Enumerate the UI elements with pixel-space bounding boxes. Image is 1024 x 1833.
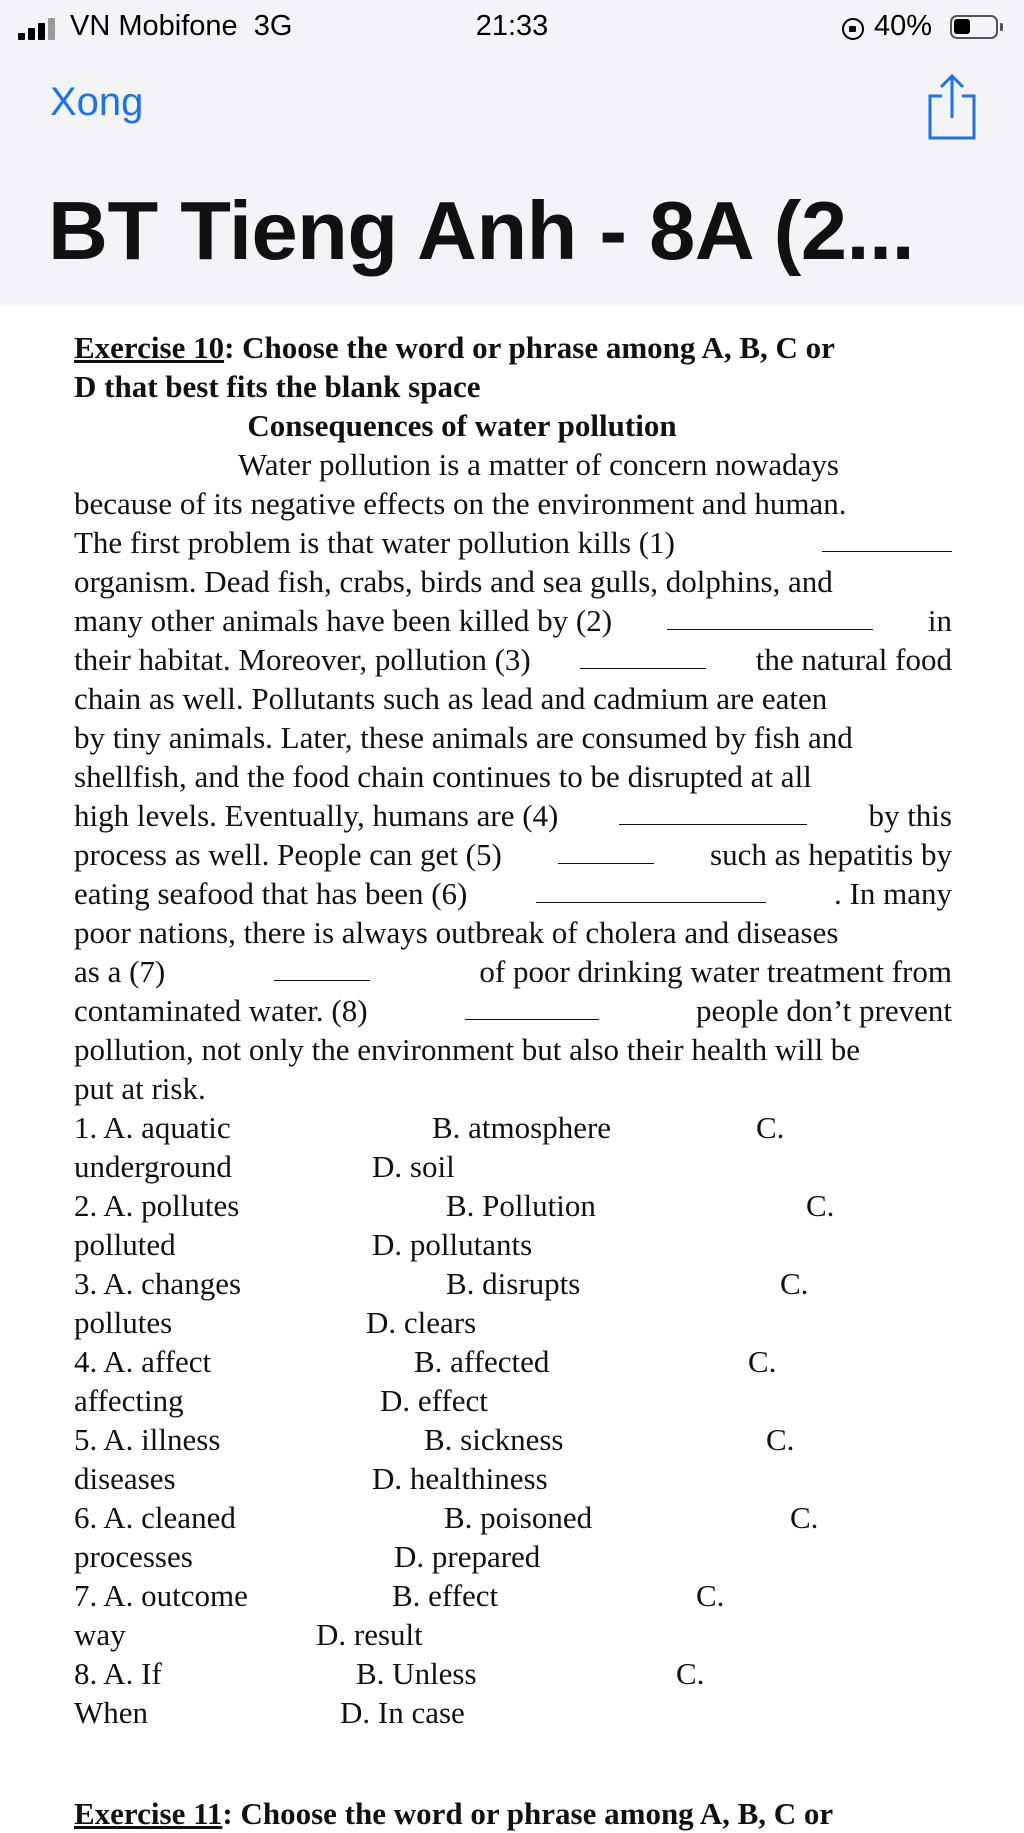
option-4d: D. effect [380, 1383, 488, 1418]
option-6d: D. prepared [394, 1539, 541, 1574]
option-8d: D. In case [340, 1695, 465, 1730]
blank-2 [667, 601, 873, 630]
option-5b: B. sickness [424, 1422, 564, 1457]
top-bar [0, 0, 1024, 305]
carrier-label: VN Mobifone 3G [70, 10, 293, 42]
passage-line: high levels. Eventually, humans are (4) by this [74, 798, 952, 833]
option-8b: B. Unless [356, 1656, 477, 1691]
option-6c-value: processes [74, 1539, 193, 1574]
option-6b: B. poisoned [444, 1500, 593, 1535]
option-4a: 4. A. affect [74, 1344, 212, 1379]
passage-line: because of its negative effects on the environment and human. [74, 486, 847, 521]
passage-line: pollution, not only the environment but also their health will be [74, 1032, 861, 1067]
option-7c: C. [696, 1578, 725, 1613]
passage-line: poor nations, there is always outbreak of cholera and diseases [74, 915, 839, 950]
passage-line: by tiny animals. Later, these animals are consumed by fish and [74, 720, 853, 755]
option-4c: C. [748, 1344, 777, 1379]
battery-percent: 40% [874, 10, 933, 42]
passage-title: Consequences of water pollution [247, 408, 677, 443]
done-button[interactable]: Xong [50, 80, 144, 124]
passage-line: The first problem is that water pollution kills (1) [74, 523, 952, 562]
option-3a: 3. A. changes [74, 1266, 242, 1301]
passage-line: many other animals have been killed by (2) in [74, 603, 952, 638]
blank-6 [536, 874, 766, 903]
option-7d: D. result [316, 1617, 423, 1652]
blank-4 [619, 796, 807, 825]
option-7c-value: way [74, 1617, 126, 1652]
option-6c: C. [790, 1500, 819, 1535]
option-2a: 2. A. pollutes [74, 1188, 240, 1223]
option-8c-value: When [74, 1695, 149, 1730]
option-7a: 7. A. outcome [74, 1578, 248, 1613]
option-5c: C. [766, 1422, 795, 1457]
blank-3 [580, 640, 706, 669]
passage-line: organism. Dead fish, crabs, birds and sea gulls, dolphins, and [74, 564, 833, 599]
option-3b: B. disrupts [446, 1266, 581, 1301]
option-1d: D. soil [372, 1149, 455, 1184]
exercise-11-heading: Exercise 11: Choose the word or phrase among A, B, C or [74, 1796, 834, 1831]
option-2c-value: polluted [74, 1227, 176, 1262]
battery-icon [950, 15, 998, 39]
blank-1 [822, 523, 952, 552]
option-5a: 5. A. illness [74, 1422, 221, 1457]
option-4b: B. affected [414, 1344, 550, 1379]
passage-line: their habitat. Moreover, pollution (3) the natural food [74, 642, 952, 677]
passage-line: put at risk. [74, 1071, 206, 1106]
passage-line: shellfish, and the food chain continues to be disrupted at all [74, 759, 812, 794]
option-2d: D. pollutants [372, 1227, 533, 1262]
passage-line: eating seafood that has been (6) . In many [74, 876, 952, 911]
option-7b: B. effect [392, 1578, 499, 1613]
clock: 21:33 [475, 10, 549, 42]
share-icon[interactable] [924, 72, 980, 142]
passage-line: chain as well. Pollutants such as lead and cadmium are eaten [74, 681, 828, 716]
option-4c-value: affecting [74, 1383, 184, 1418]
document-title: BT Tieng Anh - 8A (2... [48, 184, 915, 277]
option-3c-value: pollutes [74, 1305, 173, 1340]
option-6a: 6. A. cleaned [74, 1500, 236, 1535]
passage-line: process as well. People can get (5) such as hepatitis by [74, 837, 952, 872]
option-5d: D. healthiness [372, 1461, 548, 1496]
option-2c: C. [806, 1188, 835, 1223]
blank-7 [274, 952, 370, 981]
option-1b: B. atmosphere [432, 1110, 612, 1145]
passage-line: as a (7) of poor drinking water treatment from [74, 954, 952, 989]
option-5c-value: diseases [74, 1461, 176, 1496]
passage-line: Water pollution is a matter of concern nowadays [238, 447, 839, 482]
option-1a: 1. A. aquatic [74, 1110, 231, 1145]
option-8a: 8. A. If [74, 1656, 162, 1691]
option-3d: D. clears [366, 1305, 477, 1340]
option-1c: C. [756, 1110, 785, 1145]
exercise-10-heading: Exercise 10: Choose the word or phrase among A, B, C or D that best fits the blank space [74, 330, 835, 404]
passage-line: contaminated water. (8) people don’t prevent [74, 993, 952, 1028]
status-bar [0, 8, 1024, 48]
rotation-lock-icon [842, 18, 864, 40]
option-3c: C. [780, 1266, 809, 1301]
blank-8 [465, 991, 599, 1020]
option-2b: B. Pollution [446, 1188, 596, 1223]
document-content [0, 305, 1024, 1831]
option-1c-value: underground [74, 1149, 232, 1184]
option-8c: C. [676, 1656, 705, 1691]
blank-5 [558, 835, 654, 864]
